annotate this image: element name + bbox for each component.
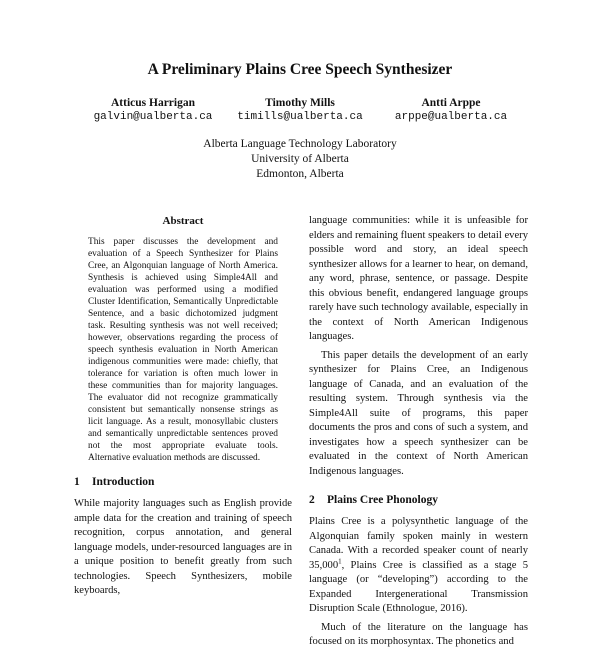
paragraph: This paper details the development of an early synthesizer for Plains Cree, an Indigenous language of Canada, and an evaluation of the resulting system. Through synthesis via the Simple4All suite of programs, this paper documents the pros and cons of such a system, and investigates how a speech synthesizer can be evaluated in the context of North American Indigenous languages. (309, 349, 528, 477)
affiliation (0, 137, 600, 182)
affiliation-lab: Alberta Language Technology Laboratory (203, 138, 397, 150)
author-block (78, 96, 228, 124)
affiliation-city: Edmonton, Alberta (256, 168, 344, 180)
affiliation-university: University of Alberta (251, 153, 349, 165)
right-column (309, 214, 528, 650)
paragraph-text: , Plains Cree is classified as a stage 5 language (or “developing”) according to the Expanded Intergenerational Transmission Disruption Scale (Ethnologue, 2016). (309, 559, 528, 614)
section-number: 1 (74, 476, 80, 488)
footnote-marker[interactable]: 1 (338, 556, 342, 565)
author-email: galvin@ualberta.ca (93, 111, 213, 123)
paper-title: A Preliminary Plains Cree Speech Synthesizer (147, 61, 453, 78)
paragraph: While majority languages such as English provide ample data for the creation and training of speech recognition, corpus annotation, and general language models, under-resourced languages are in a unique position to benefit greatly from such technologies. Speech Synthesizers, mobile keyboards, (74, 498, 292, 596)
author-name: Timothy Mills (265, 97, 335, 109)
author-block (376, 96, 526, 124)
author-name: Atticus Harrigan (110, 97, 195, 109)
abstract-heading: Abstract (162, 215, 204, 227)
section-heading-phonology (309, 493, 528, 507)
author-name: Antti Arppe (421, 97, 481, 109)
section-heading-introduction (74, 475, 292, 489)
section-title: Introduction (92, 476, 155, 488)
abstract-text: This paper discusses the development and evaluation of a Speech Synthesizer for Plains Cree, an Algonquian language of North America. Synthesis is achieved using Simple4All and evaluation was performed using a modified Cluster Identification, Semantically Unpredictable Sentence, and a basic dichotomized judgment task. Resulting synthesis was not well received; however, observations regarding the process of speech synthesis evaluation in North American indigenous communities were made: chiefly, that tolerance for variation is often much lower in these communities than for majority languages. The evaluator did not recognize grammatically consistent but semantically nonsense strings as licit language. As a result, monosyllabic clusters and semantically unpredictable sentences proved not the most appropriate evaluate tools. Alternative evaluation methods are discussed. (88, 237, 278, 463)
left-column (74, 214, 292, 599)
author-email: timills@ualberta.ca (237, 111, 363, 123)
paragraph: language communities: while it is unfeasible for elders and remaining fluent speakers to detail every possible word and story, an ideal speech synthesizer allows for a learner to hear, on demand, any word, phrase, sentence, or passage. Despite this obvious benefit, endangered language groups rarely have such technology available, especially in the context of North American Indigenous languages. (309, 215, 528, 342)
paragraph (309, 515, 528, 617)
paragraph-text: Plains Cree is a polysynthetic language of the Algonquian family spoken mainly in western Canada. With a recorded speaker count of nearly 35,000 (309, 516, 528, 571)
section-title: Plains Cree Phonology (327, 494, 438, 506)
author-block (225, 96, 375, 124)
author-email: arppe@ualberta.ca (394, 111, 508, 123)
section-number: 2 (309, 494, 315, 506)
paragraph: Much of the literature on the language has focused on its morphosyntax. The phonetics and (309, 621, 528, 647)
